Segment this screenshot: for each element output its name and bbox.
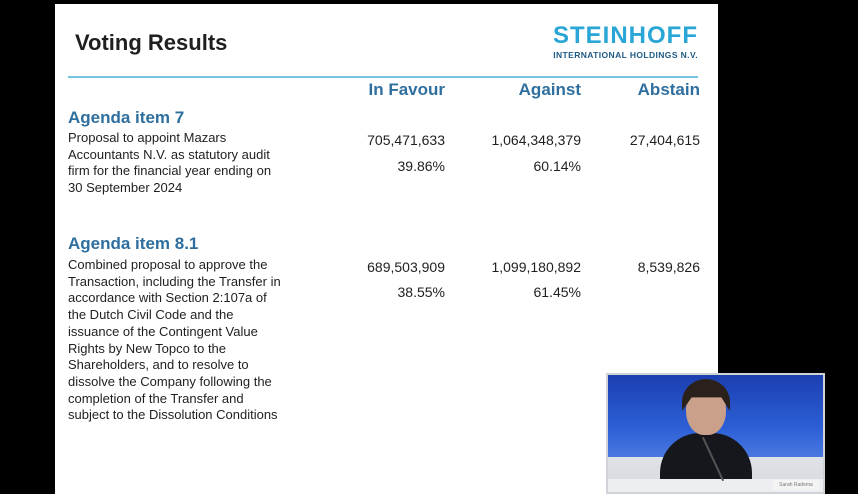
- description-line: subject to the Dissolution Conditions: [68, 407, 278, 423]
- item-7-abstain-votes: 27,404,615: [629, 132, 700, 148]
- speaker-video-overlay: [606, 373, 825, 494]
- description-line: Shareholders, and to resolve to: [68, 357, 249, 373]
- column-header-in-favour: In Favour: [368, 80, 445, 99]
- item-8-1-in-favour-percent: 38.55%: [397, 284, 445, 300]
- slide-title: Voting Results: [75, 30, 228, 55]
- item-8-1-against-percent: 61.45%: [533, 284, 581, 300]
- speaker-nameplate: Sarah Radema: [773, 480, 819, 490]
- header-divider: [68, 76, 698, 78]
- item-7-against-votes: 1,064,348,379: [491, 132, 581, 148]
- agenda-item-8-1-title: Agenda item 8.1: [68, 234, 199, 253]
- item-7-against-percent: 60.14%: [533, 158, 581, 174]
- description-line: Transaction, including the Transfer in: [68, 273, 281, 289]
- item-8-1-abstain-votes: 8,539,826: [637, 259, 700, 275]
- description-line: Rights by New Topco to the: [68, 340, 227, 356]
- logo-sub-text: INTERNATIONAL HOLDINGS N.V.: [553, 50, 698, 60]
- description-line: issuance of the Contingent Value: [68, 323, 258, 339]
- item-7-in-favour-percent: 39.86%: [397, 158, 445, 174]
- item-7-in-favour-votes: 705,471,633: [367, 132, 445, 148]
- column-header-abstain: Abstain: [637, 80, 700, 99]
- agenda-item-7-title: Agenda item 7: [68, 108, 185, 127]
- agenda-item-8-1-description: [68, 257, 318, 424]
- description-line: Combined proposal to approve the: [68, 257, 268, 272]
- steinhoff-logo: [553, 24, 698, 60]
- logo-main-text: STEINHOFF: [553, 22, 698, 49]
- description-line: firm for the financial year ending on: [68, 163, 272, 179]
- description-line: 30 September 2024: [68, 180, 183, 196]
- description-line: completion of the Transfer and: [68, 390, 244, 406]
- column-header-against: Against: [518, 80, 581, 99]
- description-line: the Dutch Civil Code and the: [68, 307, 234, 323]
- description-line: Proposal to appoint Mazars: [68, 130, 227, 145]
- item-8-1-against-votes: 1,099,180,892: [491, 259, 581, 275]
- description-line: Accountants N.V. as statutory audit: [68, 146, 270, 162]
- description-line: accordance with Section 2:107a of: [68, 290, 267, 306]
- item-8-1-in-favour-votes: 689,503,909: [367, 259, 445, 275]
- description-line: dissolve the Company following the: [68, 373, 272, 389]
- agenda-item-7-description: [68, 130, 318, 197]
